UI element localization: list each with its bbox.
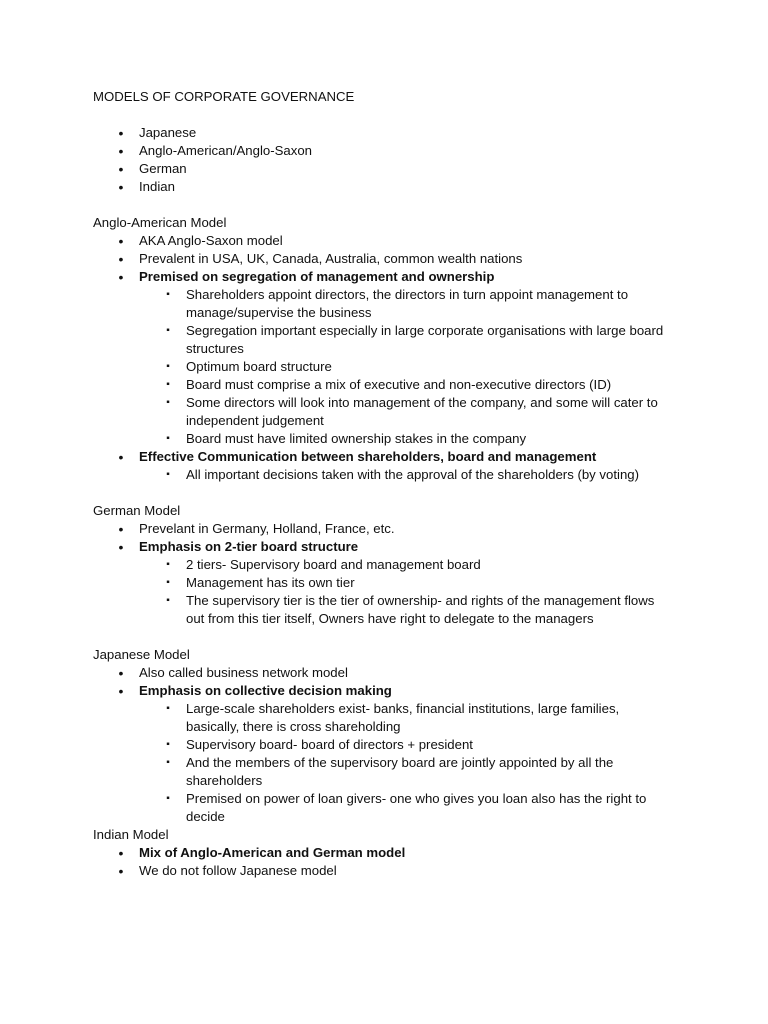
bullet-square-icon: ▪ — [166, 757, 170, 768]
bullet-dot-icon: • — [118, 269, 124, 285]
list-item-text: We do not follow Japanese model — [139, 863, 337, 878]
sub-item-text: The supervisory tier is the tier of ownership- and rights of the management flows out from this tier itself, Owners have right to delegate to the managers — [186, 593, 655, 626]
sub-list — [139, 556, 693, 628]
bullet-dot-icon: • — [118, 233, 124, 249]
sub-item-text: Large-scale shareholders exist- banks, financial institutions, large families, basically, there is cross shareholding — [186, 701, 620, 734]
sub-list-item — [93, 790, 676, 826]
bullet-square-icon: ▪ — [166, 379, 170, 390]
sub-list-item — [93, 700, 676, 736]
section-heading: Anglo-American Model — [93, 215, 227, 230]
section-list-item — [93, 664, 693, 682]
document-title: MODELS OF CORPORATE GOVERNANCE — [93, 89, 355, 104]
section-list-item — [93, 268, 693, 448]
intro-list-item — [93, 160, 693, 178]
bullet-square-icon: ▪ — [166, 595, 170, 606]
intro-list-item — [93, 178, 693, 196]
sub-item-text: Board must comprise a mix of executive and non-executive directors (ID) — [186, 377, 612, 392]
sub-item-text: All important decisions taken with the approval of the shareholders (by voting) — [186, 467, 640, 482]
bullet-square-icon: ▪ — [166, 559, 170, 570]
sub-list-item — [93, 430, 676, 448]
section-list — [93, 664, 693, 826]
sub-list-item — [93, 736, 676, 754]
bullet-dot-icon: • — [118, 845, 124, 861]
spacer — [93, 628, 693, 646]
sub-item-text: Premised on power of loan givers- one who gives you loan also has the right to decide — [186, 791, 647, 824]
list-item-text: Also called business network model — [139, 665, 348, 680]
sub-item-text: And the members of the supervisory board are jointly appointed by all the shareholders — [186, 755, 614, 788]
sub-list-item — [93, 376, 676, 394]
bullet-square-icon: ▪ — [166, 469, 170, 480]
list-item-text: Anglo-American/Anglo-Saxon — [139, 143, 312, 158]
section-heading: German Model — [93, 503, 181, 518]
section-list-item — [93, 862, 693, 880]
section-list-item — [93, 538, 693, 628]
bullet-square-icon: ▪ — [166, 793, 170, 804]
sub-item-text: Management has its own tier — [186, 575, 355, 590]
bullet-dot-icon: • — [118, 521, 124, 537]
bullet-dot-icon: • — [118, 863, 124, 879]
bullet-square-icon: ▪ — [166, 577, 170, 588]
sub-list-item — [93, 556, 676, 574]
sub-list-item — [93, 592, 676, 628]
bullet-dot-icon: • — [118, 449, 124, 465]
spacer — [93, 196, 693, 214]
section-list-item — [93, 250, 693, 268]
bullet-dot-icon: • — [118, 683, 124, 699]
list-item-text: AKA Anglo-Saxon model — [139, 233, 283, 248]
bullet-square-icon: ▪ — [166, 325, 170, 336]
sub-list-item — [93, 754, 676, 790]
sub-item-text: Some directors will look into management of the company, and some will cater to independent judgement — [186, 395, 658, 428]
list-item-text: Emphasis on collective decision making — [139, 683, 392, 698]
sections-container — [93, 196, 693, 880]
sub-item-text: Segregation important especially in large corporate organisations with large board structures — [186, 323, 664, 356]
bullet-dot-icon: • — [118, 125, 124, 141]
list-item-text: Premised on segregation of management and ownership — [139, 269, 495, 284]
list-item-text: German — [139, 161, 187, 176]
sub-item-text: 2 tiers- Supervisory board and management board — [186, 557, 481, 572]
section-list-item — [93, 232, 693, 250]
sub-list-item — [93, 358, 676, 376]
section-list-item — [93, 448, 693, 484]
bullet-square-icon: ▪ — [166, 739, 170, 750]
list-item-text: Mix of Anglo-American and German model — [139, 845, 406, 860]
sub-list-item — [93, 286, 676, 322]
bullet-square-icon: ▪ — [166, 433, 170, 444]
sub-list — [139, 700, 693, 826]
list-item-text: Indian — [139, 179, 175, 194]
list-item-text: Prevalent in USA, UK, Canada, Australia, common wealth nations — [139, 251, 523, 266]
section-heading: Japanese Model — [93, 647, 190, 662]
sub-item-text: Board must have limited ownership stakes in the company — [186, 431, 527, 446]
bullet-square-icon: ▪ — [166, 397, 170, 408]
bullet-dot-icon: • — [118, 179, 124, 195]
sub-list-item — [93, 574, 676, 592]
intro-list-item — [93, 142, 693, 160]
bullet-dot-icon: • — [118, 161, 124, 177]
sub-item-text: Supervisory board- board of directors + president — [186, 737, 473, 752]
bullet-dot-icon: • — [118, 665, 124, 681]
list-item-text: Emphasis on 2-tier board structure — [139, 539, 359, 554]
section-list-item — [93, 682, 693, 826]
sub-item-text: Optimum board structure — [186, 359, 332, 374]
section-heading: Indian Model — [93, 827, 169, 842]
intro-list-item — [93, 124, 693, 142]
sub-list-item — [93, 466, 676, 484]
bullet-dot-icon: • — [118, 143, 124, 159]
sub-item-text: Shareholders appoint directors, the directors in turn appoint management to manage/supervise the business — [186, 287, 629, 320]
bullet-dot-icon: • — [118, 539, 124, 555]
section-list-item — [93, 520, 693, 538]
list-item-text: Japanese — [139, 125, 197, 140]
document-body — [93, 88, 693, 880]
list-item-text: Prevelant in Germany, Holland, France, etc. — [139, 521, 395, 536]
intro-list — [93, 124, 693, 196]
bullet-square-icon: ▪ — [166, 361, 170, 372]
bullet-square-icon: ▪ — [166, 703, 170, 714]
bullet-square-icon: ▪ — [166, 289, 170, 300]
section-list-item — [93, 844, 693, 862]
sub-list-item — [93, 322, 676, 358]
sub-list-item — [93, 394, 676, 430]
spacer — [93, 484, 693, 502]
section-list — [93, 520, 693, 628]
spacer — [93, 106, 693, 124]
list-item-text: Effective Communication between shareholders, board and management — [139, 449, 597, 464]
sub-list — [139, 466, 693, 484]
bullet-dot-icon: • — [118, 251, 124, 267]
section-list — [93, 844, 693, 880]
section-list — [93, 232, 693, 484]
sub-list — [139, 286, 693, 448]
